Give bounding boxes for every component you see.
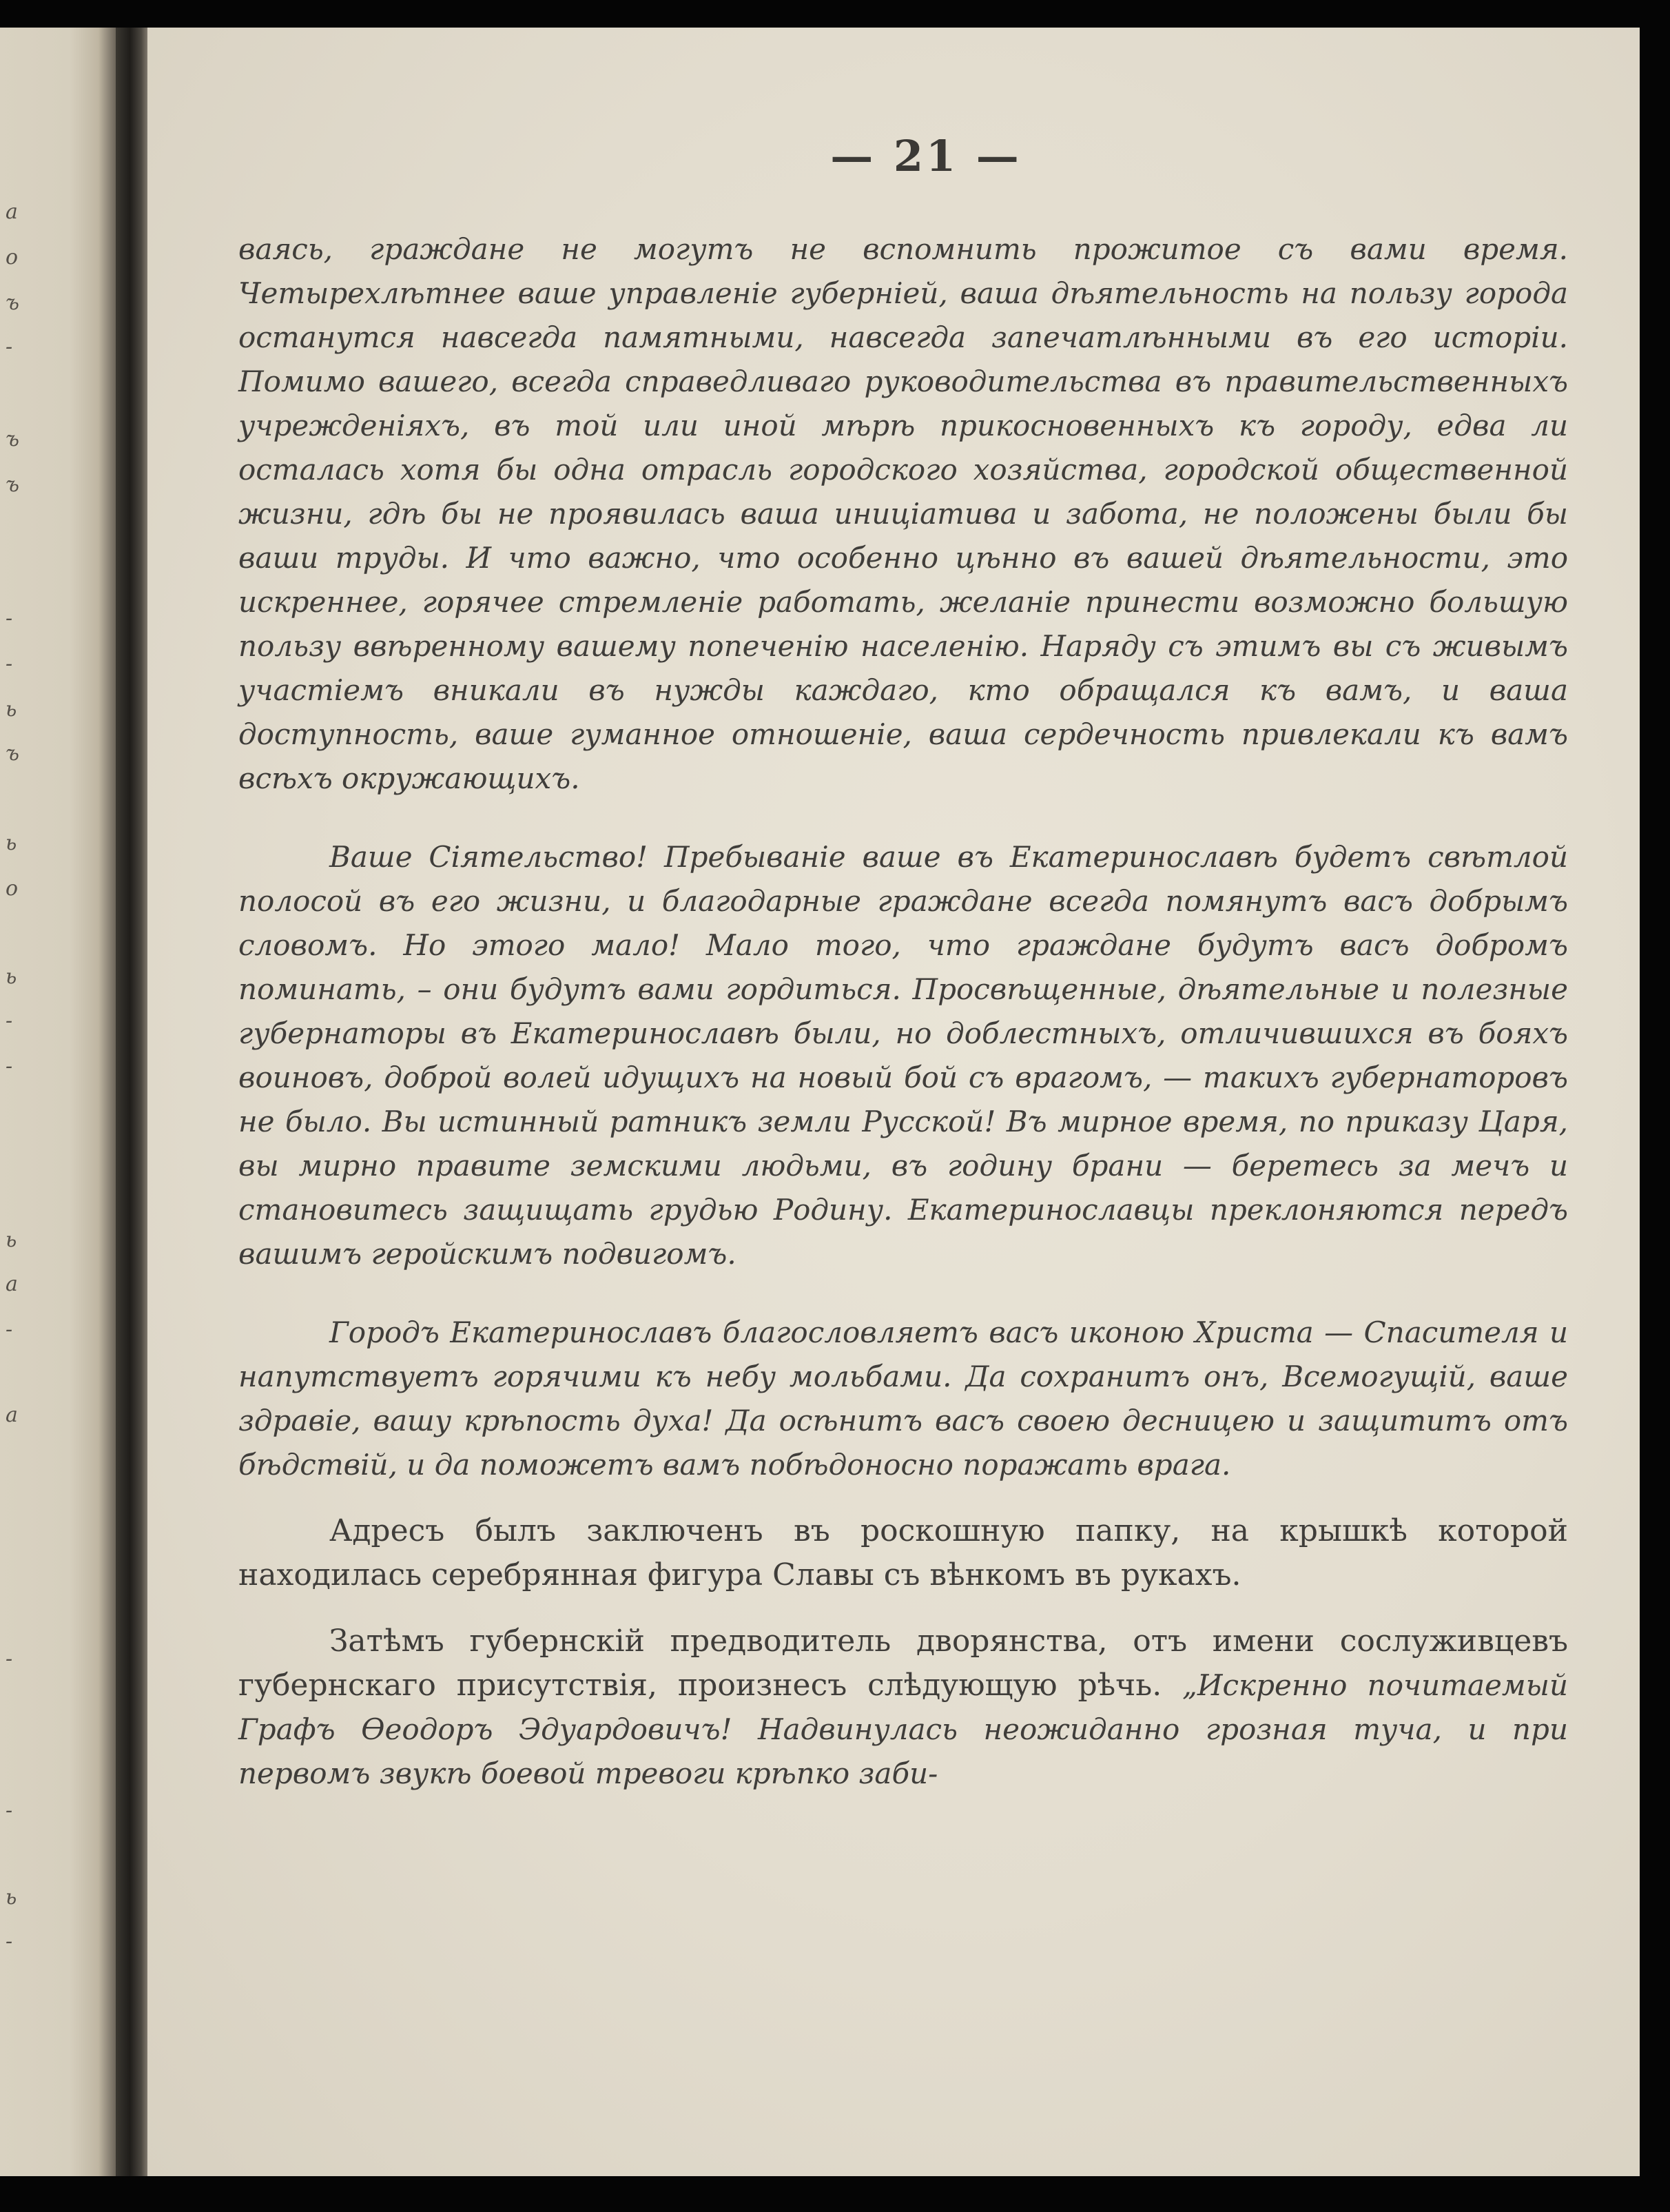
facing-page-fragment: - <box>6 1009 13 1033</box>
facing-page-fragment: ъ <box>6 427 19 451</box>
facing-page-fragment: ъ <box>6 473 19 497</box>
facing-page-fragment: а <box>6 1272 18 1296</box>
page-text <box>238 227 1568 1796</box>
facing-page-edge <box>0 28 116 2176</box>
facing-page-fragment: - <box>6 1799 13 1823</box>
facing-page-fragment: ь <box>6 1885 17 1909</box>
book-spine <box>116 28 147 2176</box>
paragraph-your-excellency: Ваше Сіятельство! Пребываніе ваше въ Екатеринославѣ будетъ свѣтлой полосой въ его жизни, и благодарные граждане всегда помянутъ васъ добрымъ словомъ. Но этого мало! Мало того, что граждане будутъ васъ добромъ поминать, – они будутъ вами гордиться. Просвѣщенные, дѣятельные и полезные губернаторы въ Екатеринославѣ были, но доблестныхъ, отличившихся въ бояхъ воиновъ, доброй волей идущихъ на новый бой съ врагомъ, — такихъ губернаторовъ не было. Вы истинный ратникъ земли Русской! Въ мирное время, по приказу Царя, вы мирно правите земскими людьми, въ годину брани — беретесь за мечъ и становитесь защищать грудью Родину. Екатеринославцы преклоняются передъ вашимъ геройскимъ подвигомъ. <box>238 840 1568 1271</box>
paragraph-address-continuation: ваясь, граждане не могутъ не вспомнить прожитое съ вами время. Четырехлѣтнее ваше управленіе губерніей, ваша дѣятельность на пользу города останутся навсегда памятными, навсегда запечатлѣнными въ его исторіи. Помимо вашего, всегда справедливаго руководительства въ правительственныхъ учрежденіяхъ, въ той или иной мѣрѣ прикосновенныхъ къ городу, едва ли осталась хотя бы одна отрасль городского хозяйства, городской общественной жизни, гдѣ бы не проявилась ваша иниціатива и забота, не положены были бы ваши труды. И что важно, что особенно цѣнно въ вашей дѣятельности, это искреннее, горячее стремленіе работать, желаніе принести возможно большую пользу ввѣренному вашему попеченію населенію. Наряду съ этимъ вы съ живымъ участіемъ вникали въ нужды каждаго, кто обращался къ вамъ, и ваша доступность, ваше гуманное отношеніе, ваша сердечность привлекали къ вамъ всѣхъ окружающихъ. <box>238 232 1568 795</box>
facing-page-fragment: ъ <box>6 291 19 315</box>
facing-page-fragment: - <box>6 335 13 359</box>
scan-border-bottom <box>0 2176 1670 2212</box>
book-page <box>147 28 1640 2176</box>
facing-page-fragment: а <box>6 1403 18 1427</box>
facing-page-fragment: ъ <box>6 741 19 766</box>
paragraph-address-folder: Адресъ былъ заключенъ въ роскошную папку, на крышкѣ которой находилась серебрянная фигура Славы съ вѣнкомъ въ рукахъ. <box>238 1513 1568 1593</box>
paragraph-city-blessing: Городъ Екатеринославъ благословляетъ васъ иконою Христа — Спасителя и напутствуетъ горячими къ небу мольбами. Да сохранитъ онъ, Всемогущій, ваше здравіе, вашу крѣпость духа! Да осѣнитъ васъ своею десницею и защититъ отъ бѣдствій, и да поможетъ вамъ побѣдоносно поражать врага. <box>238 1315 1568 1482</box>
facing-page-fragment: - <box>6 1318 13 1342</box>
facing-page-fragment: - <box>6 652 13 676</box>
paragraph-marshal-speech <box>238 1619 1568 1796</box>
facing-page-fragment: ь <box>6 831 17 855</box>
facing-page-fragment: о <box>6 245 19 269</box>
page-number: — 21 — <box>830 131 1022 181</box>
facing-page-fragment: ь <box>6 1228 17 1252</box>
scan-border-right <box>1640 0 1670 2212</box>
facing-page-fragment: о <box>6 877 19 901</box>
facing-page-fragment: ь <box>6 965 17 989</box>
scan-border-top <box>0 0 1670 28</box>
facing-page-fragment: - <box>6 1054 13 1078</box>
facing-page-fragment: - <box>6 1929 13 1954</box>
facing-page-fragment: а <box>6 200 18 224</box>
facing-page-fragment: - <box>6 1647 13 1671</box>
facing-page-fragment: - <box>6 606 13 631</box>
speech-intro: Затѣмъ губернскій предводитель дворянства, отъ имени сослуживцевъ губернскаго присутствія, произнесъ слѣдующую рѣчь. <box>238 1624 1568 1703</box>
facing-page-fragment: ь <box>6 697 17 721</box>
speech-quote: „Искренно почитаемый Графъ Ѳеодоръ Эдуардовичъ! Надвинулась неожиданно грозная туча, и при первомъ звукѣ боевой тревоги крѣпко заби- <box>238 1668 1568 1790</box>
